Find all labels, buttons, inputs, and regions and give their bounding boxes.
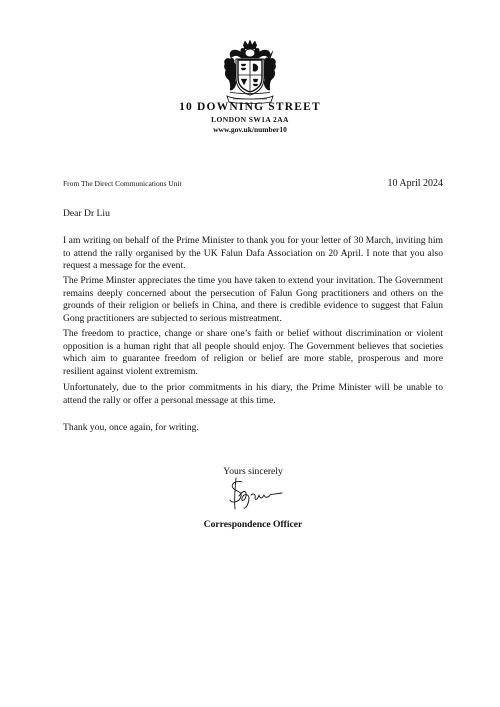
sender-unit: From The Direct Communications Unit xyxy=(63,179,182,188)
handwritten-signature-icon xyxy=(222,476,288,512)
salutation: Dear Dr Liu xyxy=(63,208,110,219)
paragraph-1: I am writing on behalf of the Prime Minister to thank you for your letter of 30 March, inviting him to attend the rally organised by the UK Falun Dafa Association on 20 April. I note that you also request a message for the event. xyxy=(63,235,443,272)
paragraph-5: Thank you, once again, for writing. xyxy=(63,422,199,433)
letterhead xyxy=(0,101,500,135)
royal-coat-of-arms-icon xyxy=(221,40,279,104)
paragraph-2: The Prime Minster appreciates the time you have taken to extend your invitation. The Government remains deeply concerned about the persecution of Falun Gong practitioners and others on the grounds of their religion or beliefs in China, and there is credible evidence to suggest that Falun Gong practitioners are subjected to serious mistreatment. xyxy=(63,275,443,324)
letter-date: 10 April 2024 xyxy=(387,178,443,189)
paragraph-4: Unfortunately, due to the prior commitments in his diary, the Prime Minister will be unable to attend the rally or offer a personal message at this time. xyxy=(63,382,443,406)
letterhead-website: www.gov.uk/number10 xyxy=(213,125,287,134)
closing: Yours sincerely xyxy=(223,466,283,477)
letterhead-address: 10 DOWNING STREET xyxy=(179,101,321,113)
paragraph-3: The freedom to practice, change or share one’s faith or belief without discrimination or violent opposition is a human right that all people should enjoy. The Government believes that societies which aim to guarantee freedom of religion or belief are more stable, prosperous and more resilient against violent extremism. xyxy=(63,328,443,377)
signatory-title: Correspondence Officer xyxy=(203,519,303,530)
letterhead-city: LONDON SW1A 2AA xyxy=(211,115,289,124)
